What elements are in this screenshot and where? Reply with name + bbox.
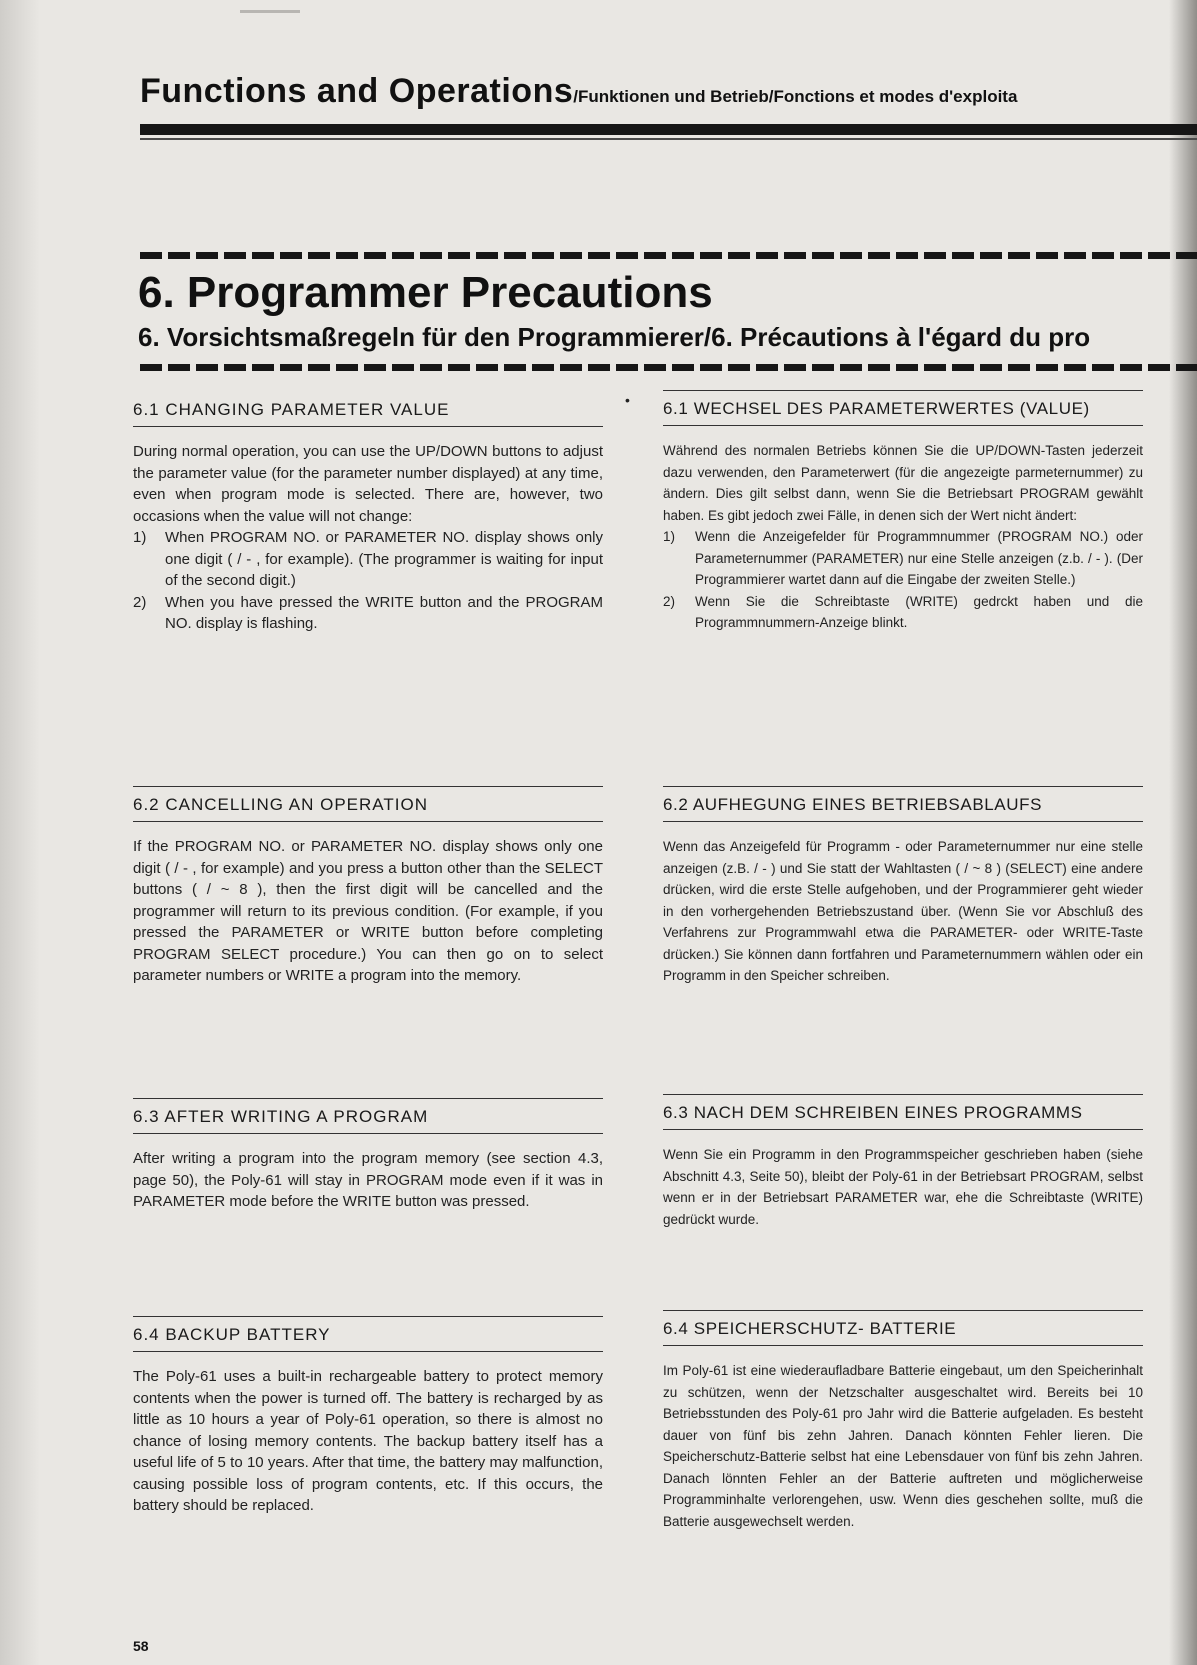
left-section-6-2	[133, 786, 603, 987]
right-section-6-4	[663, 1310, 1143, 1532]
section-rule	[663, 1345, 1143, 1346]
section-title: 6. Programmer Precautions	[138, 268, 713, 317]
page-header	[140, 72, 1197, 132]
title-dash-rule-top	[140, 252, 1197, 259]
section-heading: 6.3 NACH DEM SCHREIBEN EINES PROGRAMMS	[663, 1103, 1083, 1122]
section-heading: 6.2 AUFHEGUNG EINES BETRIEBSABLAUFS	[663, 795, 1043, 814]
list-item: 2) When you have pressed the WRITE button and the PROGRAM NO. display is flashing.	[133, 593, 603, 632]
right-section-6-2	[663, 786, 1143, 987]
left-section-6-4	[133, 1316, 603, 1517]
top-mark	[240, 10, 300, 13]
section-rule	[663, 821, 1143, 822]
section-heading: 6.4 SPEICHERSCHUTZ- BATTERIE	[663, 1319, 957, 1338]
section-intro: During normal operation, you can use the UP/DOWN buttons to adjust the parameter value (for the parameter number displayed) at any time, even when program mode is selected. There are, however, two occasions when the value will not change:	[133, 443, 603, 525]
section-rule	[133, 426, 603, 427]
right-section-6-3	[663, 1094, 1143, 1230]
section-body: If the PROGRAM NO. or PARAMETER NO. display shows only one digit ( / - , for example) and you press a button other than the SELECT buttons ( / ~ 8 ), then the first digit will be cancelled and the programmer will return to its previous condition. (For example, if you pressed the PARAMETER or WRITE button before completing PROGRAM SELECT procedure.) You can then go on to select parameter numbers or WRITE a program into the memory.	[133, 838, 603, 984]
section-rule	[133, 821, 603, 822]
list-item: 1) When PROGRAM NO. or PARAMETER NO. display shows only one digit ( / - , for example). (The programmer is waiting for input of the second digit.)	[133, 529, 603, 589]
section-body: Im Poly-61 ist eine wiederaufladbare Batterie eingebaut, um den Speicherinhalt zu schützen, wenn der Netzschalter ausgeschaltet wird. Bereits bei 10 Betriebsstunden des Poly-61 pro Jahr wird die Batterie aufgeladen. Es besteht dauer von fünf bis zehn Jahren. Danach könnten Fehler lieren. Die Speicherschutz-Batterie selbst hat eine Lebensdauer von fünf bis zehn Jahren. Danach lönnten Fehler an der Batterie auftreten und möglicherweise Programminhalte verlorengehen, usw. Wenn dies geschehen sollte, muß die Batterie ausgewechselt werden.	[663, 1363, 1143, 1529]
section-intro: Während des normalen Betriebs können Sie die UP/DOWN-Tasten jederzeit dazu verwenden, den Parameterwert (für die angezeigte parmeternummer) zu ändern. Dies gilt selbst dann, wenn Sie die Betriebsart PROGRAM gewählt haben. Es gibt jedoch zwei Fälle, in denen sich der Wert nicht ändert:	[663, 443, 1143, 523]
right-section-6-1	[663, 390, 1143, 634]
left-section-6-3	[133, 1098, 603, 1213]
occasion-list	[133, 527, 603, 635]
section-rule	[663, 1129, 1143, 1130]
section-heading: 6.2 CANCELLING AN OPERATION	[133, 795, 428, 814]
section-heading: 6.1 CHANGING PARAMETER VALUE	[133, 400, 450, 419]
column-divider-mark: •	[625, 392, 630, 408]
section-heading: 6.1 WECHSEL DES PARAMETERWERTES (VALUE)	[663, 399, 1090, 418]
title-dash-rule-bottom	[140, 364, 1197, 371]
section-heading: 6.4 BACKUP BATTERY	[133, 1325, 331, 1344]
header-subtitle: /Funktionen und Betrieb/Fonctions et modes d'exploita	[573, 87, 1018, 106]
list-item: 2) Wenn Sie die Schreibtaste (WRITE) gedrckt haben und die Programmnummern-Anzeige blinkt.	[663, 593, 1143, 630]
header-rule-thin	[140, 138, 1197, 140]
left-section-6-1	[133, 392, 603, 635]
occasion-list	[663, 526, 1143, 634]
section-heading: 6.3 AFTER WRITING A PROGRAM	[133, 1107, 429, 1126]
section-rule	[133, 1351, 603, 1352]
section-rule	[663, 425, 1143, 426]
section-subtitle: 6. Vorsichtsmaßregeln für den Programmierer/6. Précautions à l'égard du pro	[138, 322, 1091, 352]
section-body: Wenn Sie ein Programm in den Programmspeicher geschrieben haben (siehe Abschnitt 4.3, Seite 50), bleibt der Poly-61 in der Betriebsart PROGRAM, selbst wenn er in der Betriebsart PARAMETER war, ehe die Schreibtaste (WRITE) gedrückt wurde.	[663, 1147, 1143, 1227]
page-number: 58	[133, 1638, 149, 1654]
section-body	[663, 440, 1143, 634]
section-body: After writing a program into the program memory (see section 4.3, page 50), the Poly-61 will stay in PROGRAM mode even if it was in PARAMETER mode before the WRITE button was pressed.	[133, 1150, 603, 1210]
section-body: Wenn das Anzeigefeld für Programm - oder Parameternummer nur eine stelle anzeigen (z.B. / - ) und Sie statt der Wahltasten ( / ~ 8 ) (SELECT) eine andere drücken, wird die erste Stelle aufgehoben, und der Programmierer geht wieder in den vorhergehenden Betriebszustand über. (Wenn Sie vor Abschluß des Verfahrens zur Programmwahl etwa die PARAMETER- oder WRITE-Taste drücken.) Sie können dann fortfahren und Parameternummern wählen oder ein Programm in den Speicher schreiben.	[663, 839, 1143, 983]
header-title: Functions and Operations	[140, 72, 574, 110]
section-rule	[133, 1133, 603, 1134]
section-body: The Poly-61 uses a built-in rechargeable battery to protect memory contents when the power is turned off. The battery is recharged by as little as 10 hours a year of Poly-61 operation, so there is almost no chance of losing memory contents. The backup battery itself has a useful life of 5 to 10 years. After that time, the battery may malfunction, causing possible loss of program contents, etc. If this occurs, the battery should be replaced.	[133, 1368, 603, 1514]
section-body	[133, 441, 603, 635]
header-rule	[140, 124, 1197, 135]
list-item: 1) Wenn die Anzeigefelder für Programmnummer (PROGRAM NO.) oder Parameternummer (PARAMETER) nur eine Stelle anzeigen (z.b. / - ). (Der Programmierer wartet dann auf die Eingabe der zweiten Stelle.)	[663, 529, 1143, 587]
page-edge-shadow-right	[1169, 0, 1197, 1665]
page-edge-shadow-left	[0, 0, 40, 1665]
